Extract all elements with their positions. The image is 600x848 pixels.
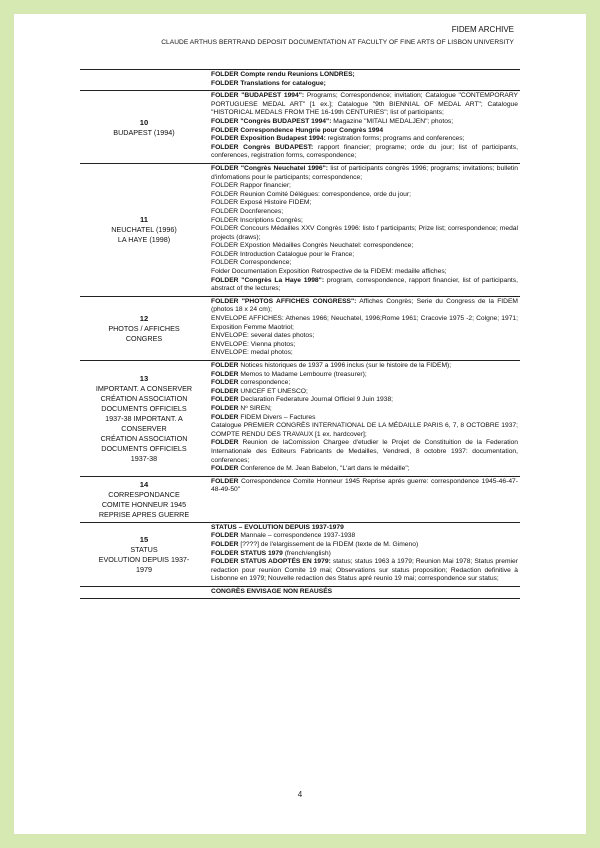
folder-heading: FOLDER — [211, 477, 239, 485]
contents-line — [211, 298, 518, 315]
folder-description: Programs; Correspondence; invitation; Catalogue "CONTEMPORARY PORTUGUESE MEDAL ART" [1 ex.]; Catalogue "9th BIENNIAL OF MEDAL ART"; Catalogue "HISTORICAL MEDALS FROM THE 16-19th CENTURIES"; list of participants; — [211, 92, 518, 117]
box-number: 10 — [139, 117, 149, 127]
folder-description: (french/english) — [282, 549, 331, 557]
folder-description: FOLDER Exposé Histoire FIDEM; — [211, 199, 312, 207]
folder-description: ENVELOPE AFFICHES: Athenes 1966; Neuchatel, 1996;Rome 1961; Cracovie 1975 -2; Colgne; 1971; Exposition Femme Maotriol; — [211, 315, 518, 331]
contents-line — [211, 71, 518, 80]
box-label-line: CONSERVER — [121, 423, 167, 433]
folder-description: FIDEM Divers – Factures — [238, 413, 316, 421]
folder-description: FOLDER Inscriptions Congrès; — [211, 216, 303, 224]
folder-description: Magazine "MITALI MEDALJEN"; photos; — [331, 117, 454, 125]
folder-description: Notices historiques de 1937 a 1996 inclus (sur le histoire de la FIDEM); — [238, 362, 452, 369]
box-label-line: EVOLUTION DEPUIS 1937- — [98, 554, 190, 564]
box-label-line: CRÉATION ASSOCIATION — [100, 393, 188, 403]
box-label-line: 1937-38 — [130, 453, 158, 463]
box-label-line: IMPORTANT. A CONSERVER — [95, 383, 193, 393]
folder-description: FOLDER Reunion Comité Délégues: correspondence, orde du jour; — [211, 190, 411, 198]
contents-line — [211, 541, 518, 550]
box-label-line: 1979 — [136, 564, 152, 574]
folder-heading: FOLDER Compte rendu Reunions LONDRES; — [211, 71, 355, 78]
box-label-cell — [80, 522, 208, 586]
contents-line — [211, 182, 518, 191]
box-label-line: LA HAYE (1998) — [117, 235, 171, 245]
folder-description: Declaration Federature Journal Officiel 9 Juin 1938; — [238, 396, 394, 404]
contents-line — [211, 422, 518, 439]
folder-heading: FOLDER Exposition Budapest 1994: — [211, 135, 326, 143]
box-number: 13 — [139, 373, 149, 383]
contents-line — [211, 396, 518, 405]
box-label-line: 1937-38 IMPORTANT. A — [105, 413, 183, 423]
folder-description: ENVELOPE: medal photos; — [211, 349, 293, 357]
contents-line — [211, 405, 518, 414]
inventory-table — [80, 69, 520, 599]
folder-heading: FOLDER — [211, 465, 239, 473]
contents-line — [211, 558, 518, 584]
contents-line — [211, 465, 518, 474]
box-label-line: BUDAPEST (1994) — [113, 127, 175, 137]
folder-description: FOLDER Concours Médailles XXV Congrès 1996: listo f participants; Prize list; correspondence; medal projects (draws); — [211, 225, 518, 241]
box-contents-cell — [208, 296, 520, 360]
box-label-line: COMITE HONNEUR 1945 — [101, 499, 187, 509]
folder-description: FOLDER Rappor financier; — [211, 182, 291, 190]
folder-description: FOLDER Docnferences; — [211, 207, 284, 215]
box-label-line: DOCUMENTS OFFICIELS — [101, 443, 187, 453]
folder-description: Correspondence Comite Honneur 1945 Reprise aprés guerre: correspondence 1945-46-47-48-49-50" — [211, 477, 518, 494]
folder-description: Memos to Madame Lembourre (treasurer); — [238, 370, 367, 378]
table-row — [80, 361, 520, 477]
box-contents-cell — [208, 522, 520, 586]
folder-description: [????] de l'elargissement de la FIDEM (texte de M. Gimeno) — [238, 540, 419, 548]
folder-description: list of participants congrès 1996; programs; invitations; bulletin d'infomations pour le participants; correspondence; — [211, 164, 518, 181]
folder-description: ENVELOPE: Vienna photos; — [211, 340, 296, 348]
page-number: 4 — [297, 790, 303, 799]
contents-line — [211, 80, 518, 89]
box-number: 14 — [139, 479, 149, 489]
contents-line — [211, 588, 518, 597]
box-contents-cell — [208, 91, 520, 164]
table-row — [80, 70, 520, 91]
box-label-line: REPRISE APRES GUERRE — [98, 509, 190, 519]
folder-heading: FOLDER STATUS ADOPTÉS EN 1979: — [211, 558, 331, 566]
folder-description: Nº SIREN; — [238, 404, 272, 412]
folder-heading: FOLDER "Congrès La Haye 1998": — [211, 276, 325, 284]
folder-heading: FOLDER — [211, 439, 239, 447]
box-contents-cell — [208, 163, 520, 296]
contents-line — [211, 388, 518, 397]
box-label-line: CONGRES — [125, 333, 163, 343]
archive-subtitle: CLAUDE ARTHUS BERTRAND DEPOSIT DOCUMENTATION AT FACULTY OF FINE ARTS OF LISBON UNIVERSITY — [161, 39, 514, 46]
folder-description: Reunion de laComission Chargee d'etudier le Projet de Constituition de la Federation Internationale des Editeurs Fabricants de Medailles, Vendredi, 8 octobre 1937: documentation, conferences; — [211, 439, 518, 464]
contents-line — [211, 414, 518, 423]
folder-heading: FOLDER "PHOTOS AFFICHES CONGRESS": — [211, 297, 357, 305]
folder-heading: FOLDER — [211, 387, 239, 395]
folder-heading: STATUS – EVOLUTION DEPUIS 1937-1979 — [211, 523, 344, 531]
table-row — [80, 522, 520, 586]
folder-heading: FOLDER Translations for catalogue; — [211, 79, 326, 87]
contents-line — [211, 349, 518, 358]
box-contents-cell — [208, 361, 520, 477]
table-row — [80, 586, 520, 599]
folder-description: rapport financier; programe; orde du jour; list of participants, conferences, registration forms, correspondence; — [211, 143, 518, 160]
folder-description: program, correspondence, rapport financier, list of participants, abstract of the lectures; — [211, 276, 518, 293]
folder-heading: FOLDER — [211, 362, 239, 369]
folder-heading: FOLDER Correspondence Hungrie pour Congrès 1994 — [211, 126, 384, 134]
folder-description: UNICEF ET UNESCO; — [238, 387, 308, 395]
folder-heading: FOLDER "Congrès Neuchatel 1996": — [211, 164, 329, 172]
box-label-line: CORRESPONDANCE — [108, 489, 180, 499]
contents-line — [211, 144, 518, 161]
table-row — [80, 91, 520, 164]
folder-heading: FOLDER — [211, 532, 239, 540]
folder-description: Affiches Congrès; Serie du Congress de la FIDEM (photos 18 x 24 cm); — [211, 297, 518, 314]
archive-title: FIDEM ARCHIVE — [451, 25, 514, 34]
contents-line — [211, 362, 518, 371]
contents-line — [211, 251, 518, 260]
table-row — [80, 476, 520, 522]
folder-heading: FOLDER — [211, 404, 239, 412]
box-label-line: PHOTOS / AFFICHES — [108, 323, 180, 333]
contents-line — [211, 268, 518, 277]
contents-line — [211, 127, 518, 136]
table-row — [80, 296, 520, 360]
contents-line — [211, 199, 518, 208]
contents-line — [211, 191, 518, 200]
folder-heading: FOLDER — [211, 540, 239, 548]
contents-line — [211, 524, 518, 533]
folder-description: FOLDER Introduction Catalogue pour le France; — [211, 250, 355, 258]
folder-heading: FOLDER — [211, 370, 239, 378]
folder-description: Mannale – correspondence 1937-1938 — [238, 532, 356, 540]
contents-line — [211, 277, 518, 294]
folder-heading: FOLDER — [211, 396, 239, 404]
box-number: 11 — [139, 215, 149, 225]
box-label-line: NEUCHATEL (1996) — [111, 225, 177, 235]
folder-heading: FOLDER — [211, 379, 239, 387]
folder-description: FOLDER EXpostion Mèdailles Congrès Neuchatel: correspondence; — [211, 242, 414, 250]
contents-line — [211, 92, 518, 118]
box-label-line: DOCUMENTS OFFICIELS — [101, 403, 187, 413]
box-label-cell — [80, 586, 208, 599]
folder-description: Folder Documentation Exposition Retrospective de la FIDEM: medaille affiches; — [211, 268, 447, 276]
contents-line — [211, 379, 518, 388]
box-label-cell — [80, 70, 208, 91]
contents-line — [211, 341, 518, 350]
contents-line — [211, 225, 518, 242]
folder-description: correspondence; — [238, 379, 291, 387]
box-contents-cell — [208, 70, 520, 91]
contents-line — [211, 135, 518, 144]
box-number: 15 — [139, 534, 149, 544]
contents-line — [211, 332, 518, 341]
folder-description: FOLDER Correspondence; — [211, 259, 292, 267]
box-contents-cell — [208, 586, 520, 599]
folder-description: status; status 1963 à 1979; Reunion Mai 1978; Status premier redaction pour reunion Comite 19 mai; Observations sur status proposition; Redaction definitive à Lisbonne en 1979; Nouvelle redaction des Status apré reunio 19 mai; correspondence sur status; — [211, 558, 518, 583]
box-label-cell — [80, 476, 208, 522]
box-label-line: STATUS — [130, 544, 158, 554]
folder-description: registration forms; programs and conferences; — [325, 135, 465, 143]
contents-line — [211, 439, 518, 465]
table-row — [80, 163, 520, 296]
contents-line — [211, 242, 518, 251]
contents-line — [211, 315, 518, 332]
contents-line — [211, 259, 518, 268]
box-contents-cell — [208, 476, 520, 522]
folder-heading: FOLDER — [211, 413, 239, 421]
box-label-cell — [80, 296, 208, 360]
folder-description: Conference de M. Jean Babelon, "L'art dans le médaille"; — [238, 465, 410, 473]
contents-line — [211, 217, 518, 226]
box-label-cell — [80, 163, 208, 296]
box-number: 12 — [139, 313, 149, 323]
folder-heading: FOLDER STATUS 1979 — [211, 549, 283, 557]
contents-line — [211, 371, 518, 380]
folder-description: Catalogue PREMIER CONGRÈS INTERNATIONAL DE LA MÉDAILLE PARIS 6, 7, 8 OCTOBRE 1937; COMPTE RENDU DES TRAVAUX [1 ex. hardcover]; — [211, 422, 518, 438]
box-label-cell — [80, 361, 208, 477]
folder-heading: CONGRÈS ENVISAGE NON REAUSÉS — [211, 587, 333, 595]
contents-line — [211, 118, 518, 127]
contents-line — [211, 532, 518, 541]
folder-heading: FOLDER "Congrès BUDAPEST 1994": — [211, 117, 332, 125]
contents-line — [211, 165, 518, 182]
box-label-cell — [80, 91, 208, 164]
folder-heading: FOLDER "BUDAPEST 1994": — [211, 92, 305, 100]
folder-description: ENVELOPE: several dates photos; — [211, 332, 315, 340]
contents-line — [211, 550, 518, 559]
box-label-line: CRÉATION ASSOCIATION — [100, 433, 188, 443]
folder-heading: FOLDER Congrès BUDAPEST: — [211, 143, 314, 151]
contents-line — [211, 478, 518, 495]
contents-line — [211, 208, 518, 217]
